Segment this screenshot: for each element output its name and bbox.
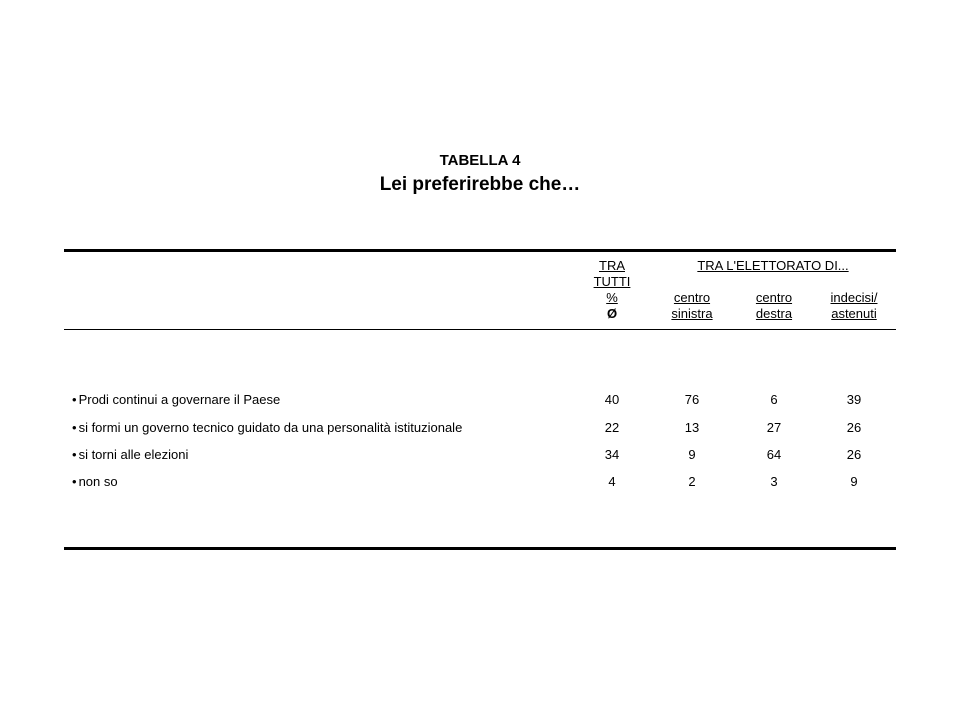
header-col-line1: centro — [755, 290, 793, 305]
cell-centro-sinistra: 13 — [684, 420, 700, 435]
bullet-icon: • — [72, 447, 77, 462]
cell-indecisi-astenuti: 26 — [846, 447, 862, 462]
header-total-line3: % — [606, 290, 618, 305]
cell-total: 22 — [604, 420, 620, 435]
bullet-icon: • — [72, 420, 77, 435]
header-col-line2: destra — [755, 306, 793, 321]
row-label — [72, 420, 462, 435]
header-col-line2: sinistra — [671, 306, 713, 321]
cell-centro-sinistra: 9 — [688, 447, 696, 462]
header-col-centro-destra — [744, 290, 804, 322]
bullet-icon: • — [72, 392, 77, 407]
header-total-line2: TUTTI — [593, 274, 631, 289]
table-row — [0, 392, 960, 412]
row-label-text: non so — [78, 474, 118, 489]
cell-total: 34 — [604, 447, 620, 462]
cell-indecisi-astenuti: 26 — [846, 420, 862, 435]
header-total-symbol: Ø — [606, 306, 618, 321]
cell-centro-destra: 3 — [770, 474, 778, 489]
header-col-line1: indecisi/ — [830, 290, 878, 305]
top-rule — [64, 249, 896, 252]
header-rule — [64, 329, 896, 330]
cell-indecisi-astenuti: 39 — [846, 392, 862, 407]
row-label-text: si torni alle elezioni — [78, 447, 189, 462]
header-group — [662, 258, 884, 274]
header-col-line1: centro — [673, 290, 711, 305]
cell-centro-sinistra: 2 — [688, 474, 696, 489]
row-label-text: Prodi continui a governare il Paese — [78, 392, 281, 407]
row-label — [72, 474, 118, 489]
header-total — [582, 258, 642, 322]
header-col-centro-sinistra — [662, 290, 722, 322]
bottom-rule — [64, 547, 896, 550]
table-number: TABELLA 4 — [439, 152, 521, 169]
cell-total: 4 — [608, 474, 616, 489]
bullet-icon: • — [72, 474, 77, 489]
row-label — [72, 392, 280, 407]
cell-indecisi-astenuti: 9 — [850, 474, 858, 489]
cell-centro-destra: 64 — [766, 447, 782, 462]
table-row — [0, 474, 960, 494]
row-label — [72, 447, 188, 462]
cell-centro-sinistra: 76 — [684, 392, 700, 407]
table-row — [0, 447, 960, 467]
header-group-label: TRA L'ELETTORATO DI... — [697, 258, 849, 273]
row-label-text: si formi un governo tecnico guidato da una personalità istituzionale — [78, 420, 463, 435]
table-row — [0, 420, 960, 440]
header-col-line2: astenuti — [831, 306, 877, 321]
cell-centro-destra: 27 — [766, 420, 782, 435]
cell-total: 40 — [604, 392, 620, 407]
header-col-indecisi-astenuti — [818, 290, 890, 322]
header-total-line1: TRA — [599, 258, 625, 273]
cell-centro-destra: 6 — [770, 392, 778, 407]
table-question: Lei preferirebbe che… — [379, 174, 581, 195]
